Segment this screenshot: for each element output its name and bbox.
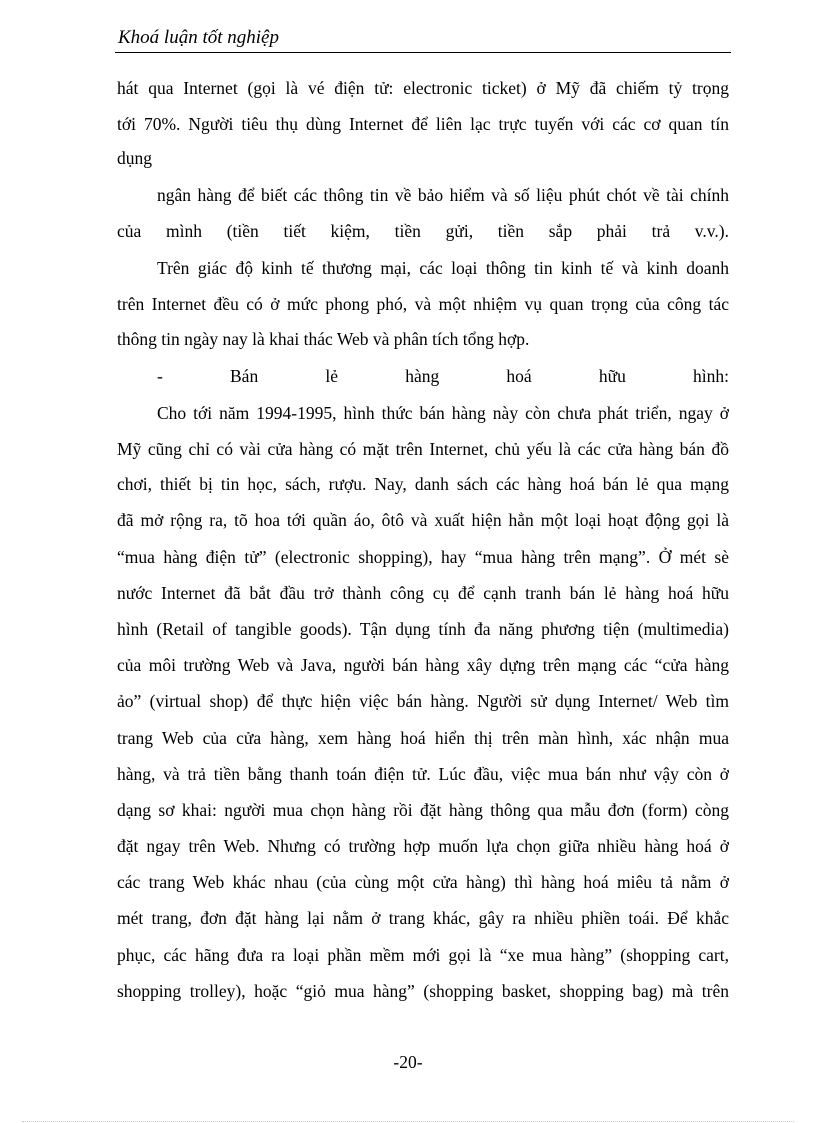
text-line: đặt ngay trên Web. Nhưng có trường hợp muốn lựa chọn giữa nhiều hàng hoá ở — [117, 836, 729, 856]
text-line: dụng — [117, 148, 152, 168]
text-line: shopping trolley), hoặc “giỏ mua hàng” (shopping basket, shopping bag) mà trên — [117, 981, 729, 1001]
text-line: các trang Web khác nhau (của cùng một cửa hàng) thì hàng hoá miêu tả nằm ở — [117, 872, 729, 892]
text-line: mét trang, đơn đặt hàng lại nằm ở trang khác, gây ra nhiều phiền toái. Để khắc — [117, 908, 729, 928]
text-line: của mình (tiền tiết kiệm, tiền gửi, tiền sắp phải trả v.v.). — [117, 221, 729, 241]
text-line: Cho tới năm 1994-1995, hình thức bán hàng này còn chưa phát triển, ngay ở — [157, 403, 729, 423]
text-line: Trên giác độ kinh tế thương mại, các loại thông tin kinh tế và kinh doanh — [157, 258, 729, 278]
text-line: phục, các hãng đưa ra loại phần mềm mới gọi là “xe mua hàng” (shopping cart, — [117, 945, 729, 965]
text-line: hát qua Internet (gọi là vé điện tử: electronic ticket) ở Mỹ đã chiếm tỷ trọng — [117, 78, 729, 98]
page-number: -20- — [393, 1052, 423, 1072]
header-title: Khoá luận tốt nghiệp — [118, 27, 279, 48]
text-line: hàng, và trả tiền bằng thanh toán điện tử. Lúc đầu, việc mua bán như vậy còn ở — [117, 764, 729, 784]
text-line: trên Internet đều có ở mức phong phó, và một nhiệm vụ quan trọng của công tác — [117, 294, 729, 314]
text-line: “mua hàng điện tử” (electronic shopping), hay “mua hàng trên mạng”. Ở mét sè — [117, 547, 729, 567]
text-line: của môi trường Web và Java, người bán hàng xây dựng trên mạng các “cửa hàng — [117, 655, 729, 675]
text-line: ngân hàng để biết các thông tin về bảo hiểm và số liệu phút chót về tài chính — [157, 185, 729, 205]
text-line: chơi, thiết bị tin học, sách, rượu. Nay, danh sách các hàng hoá bán lẻ qua mạng — [117, 474, 729, 494]
text-line: trang Web của cửa hàng, xem hàng hoá hiển thị trên màn hình, xác nhận mua — [117, 728, 729, 748]
text-line: nước Internet đã bắt đầu trở thành công cụ để cạnh tranh bán lẻ hàng hoá hữu — [117, 583, 729, 603]
text-line: đã mở rộng ra, tõ hoa tới quần áo, ôtô và xuất hiện hẳn một loại hoạt động gọi là — [117, 510, 729, 530]
header-rule — [115, 52, 731, 53]
text-line: ảo” (virtual shop) để thực hiện việc bán hàng. Người sử dụng Internet/ Web tìm — [117, 691, 729, 711]
text-line: thông tin ngày nay là khai thác Web và phân tích tổng hợp. — [117, 329, 530, 349]
page-bottom-dotted-rule — [22, 1121, 794, 1122]
text-line: dạng sơ khai: người mua chọn hàng rồi đặt hàng thông qua mẫu đơn (form) còng — [117, 800, 729, 820]
text-line: hình (Retail of tangible goods). Tận dụng tính đa năng phương tiện (multimedia) — [117, 619, 729, 639]
text-line: tới 70%. Người tiêu thụ dùng Internet để liên lạc trực tuyến với các cơ quan tín — [117, 114, 729, 134]
text-line: Mỹ cũng chỉ có vài cửa hàng có mặt trên Internet, chủ yếu là các cửa hàng bán đồ — [117, 439, 729, 459]
text-line: - Bán lẻ hàng hoá hữu hình: — [157, 366, 729, 386]
